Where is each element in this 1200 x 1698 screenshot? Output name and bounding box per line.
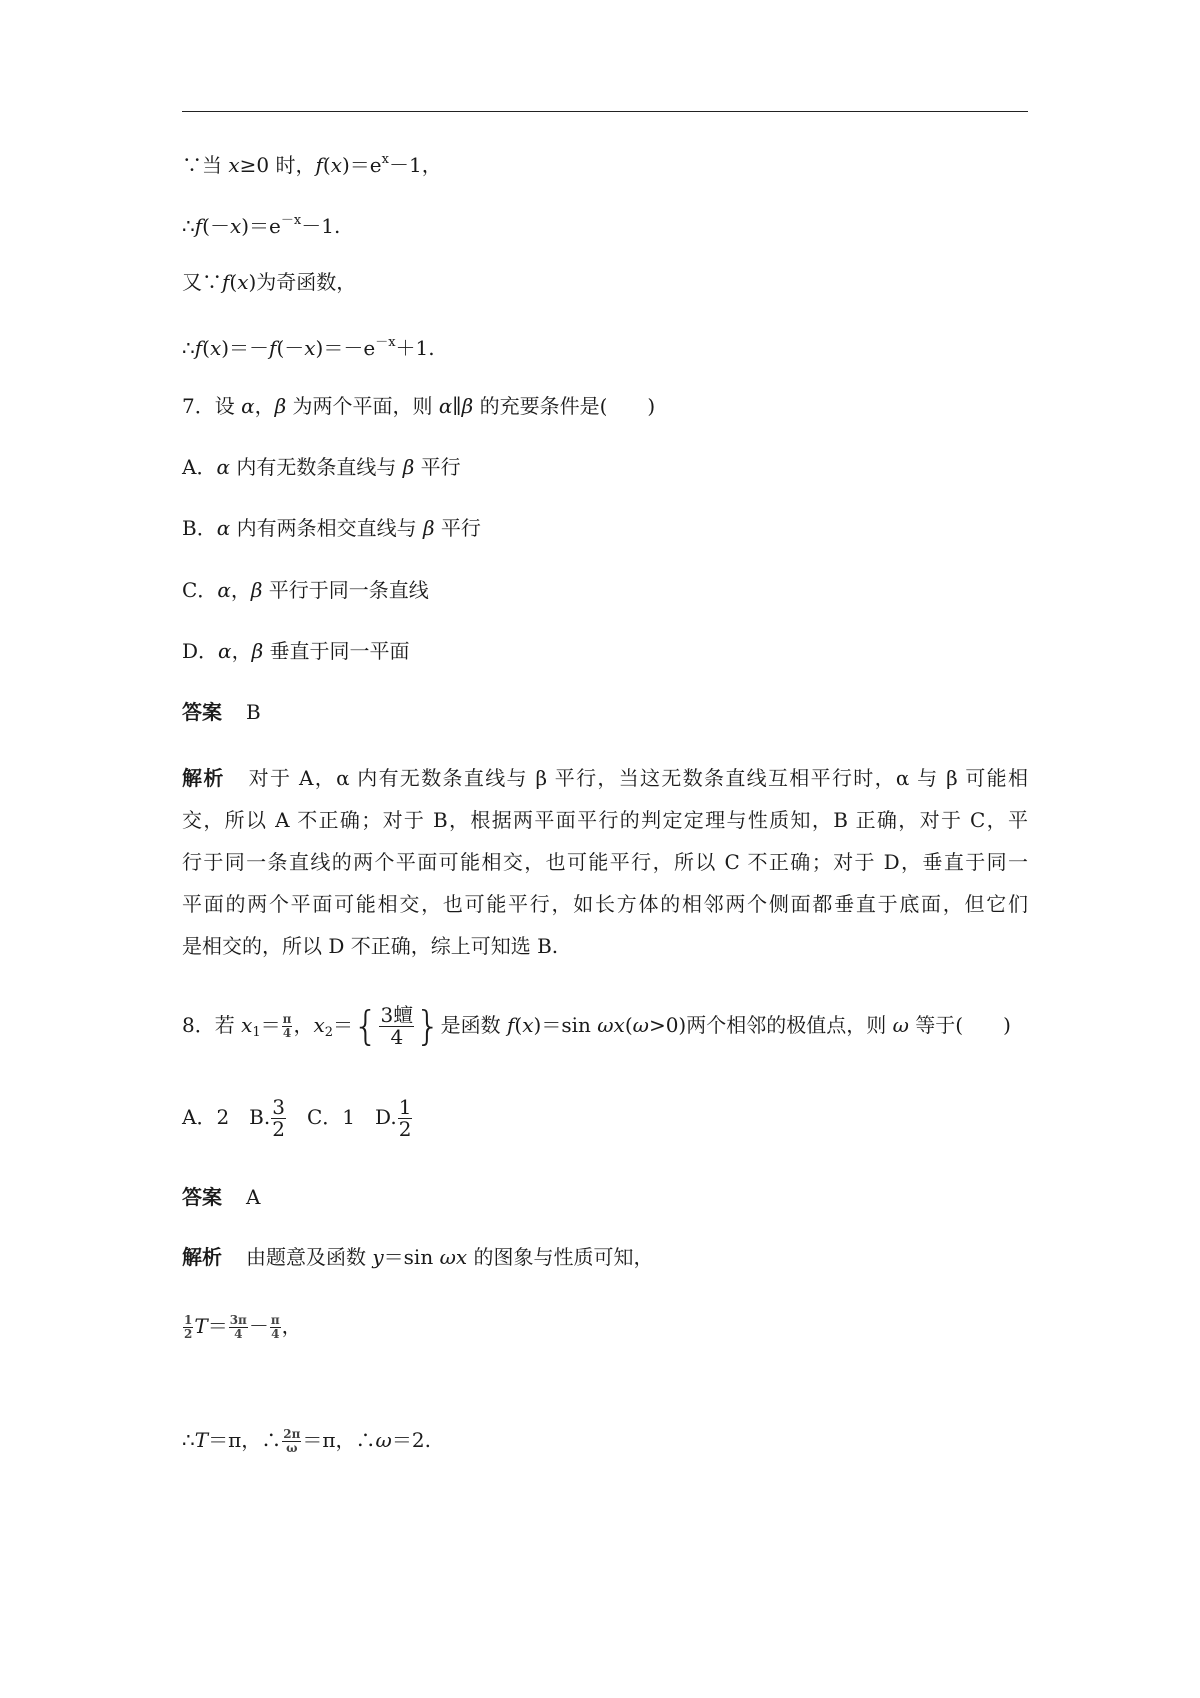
fraction-3-over-2: $\frac{3}{2}$ [272,1095,285,1141]
solution-line-2: $\therefore f(-x)=e^{-x}-1$. [182,213,341,238]
fraction-1-over-2: $\frac{1}{2}$ [398,1095,412,1141]
analysis-label: 解析 [182,1245,222,1269]
analysis-row: 交，所以 A 不正确；对于 B，根据两平面平行的判定定理与性质知，B 正确，对于 C，平 [182,808,1028,832]
solution-line-1: ∵当 x≥0 时，$f(x)=e^x-1$， [182,152,442,177]
fraction-pi-over-4: $\frac{\pi}{4}$ [270,1313,280,1341]
analysis-row: 行于同一条直线的两个平面可能相交，也可能平行，所以 C 不正确；对于 D，垂直于同一 [182,850,1028,874]
solution-line-3: 又∵f(x)为奇函数， [182,270,357,294]
q8-answer [182,1183,260,1211]
q7-option-b: B．α 内有两条相交直线与 β 平行 [182,516,481,540]
q8-formula-final: ∴T＝π，∴ $\frac{2\pi}{\omega}$ ＝π，∴ω＝2. [182,1427,431,1455]
analysis-row: 解析 对于 A，α 内有无数条直线与 β 平行，当这无数条直线互相平行时，α 与 β 可能相 [182,766,1028,790]
q7-analysis [182,757,1028,967]
answer-value: A [246,1185,261,1209]
analysis-label: 解析 [182,766,225,790]
analysis-row: 是相交的，所以 D 不正确，综上可知选 B. [182,934,559,958]
fraction-pi-over-4: $\frac{\pi}{4}$ [282,1012,292,1040]
q7-option-a: A．α 内有无数条直线与 β 平行 [182,455,461,479]
answer-value: B [246,700,261,724]
q7-stem: 7．设 α，β 为两个平面，则 α∥β 的充要条件是( ) [182,394,656,418]
q8-options: A．2 B. $\frac{3}{2}$ C．1 D. $\frac{1}{2}$ [182,1095,412,1141]
answer-label: 答案 [182,700,222,724]
q7-option-d: D．α，β 垂直于同一平面 [182,639,410,663]
fraction-1-over-2: $\frac{1}{2}$ [184,1313,193,1341]
header-rule [182,111,1028,112]
answer-label: 答案 [182,1185,222,1209]
fraction-3pi-over-4: $\frac{\text{3蟺}}{4}$ [380,1003,414,1049]
q8-formula-half-period: $\frac{1}{2}$ T＝ $\frac{3\pi}{4}$ － $\frac{\pi}{4}$ ， [184,1313,302,1341]
q8-stem: 8．若 $x_1=$ $\frac{\pi}{4}$ ，$x_2=${ $\frac{\text{3蟺}}{4}$ }是函数 f(x)＝sin ωx(ω>0)两个相邻的极值点，则 ω 等于( ) [182,1003,1011,1050]
fraction-3pi-over-4: $\frac{3\pi}{4}$ [229,1313,247,1341]
solution-line-4: $\therefore f(x)=-f(-x)=-e^{-x}+1$. [182,335,435,360]
q7-answer [182,698,261,726]
q7-option-c: C．α，β 平行于同一条直线 [182,578,429,602]
fraction-2pi-over-omega: $\frac{2\pi}{\omega}$ [283,1427,301,1455]
analysis-row: 平面的两个平面可能相交，也可能平行，如长方体的相邻两个侧面都垂直于底面，但它们 [182,892,1028,916]
q8-analysis: 解析 由题意及函数 y＝sin ωx 的图象与性质可知， [182,1245,654,1269]
